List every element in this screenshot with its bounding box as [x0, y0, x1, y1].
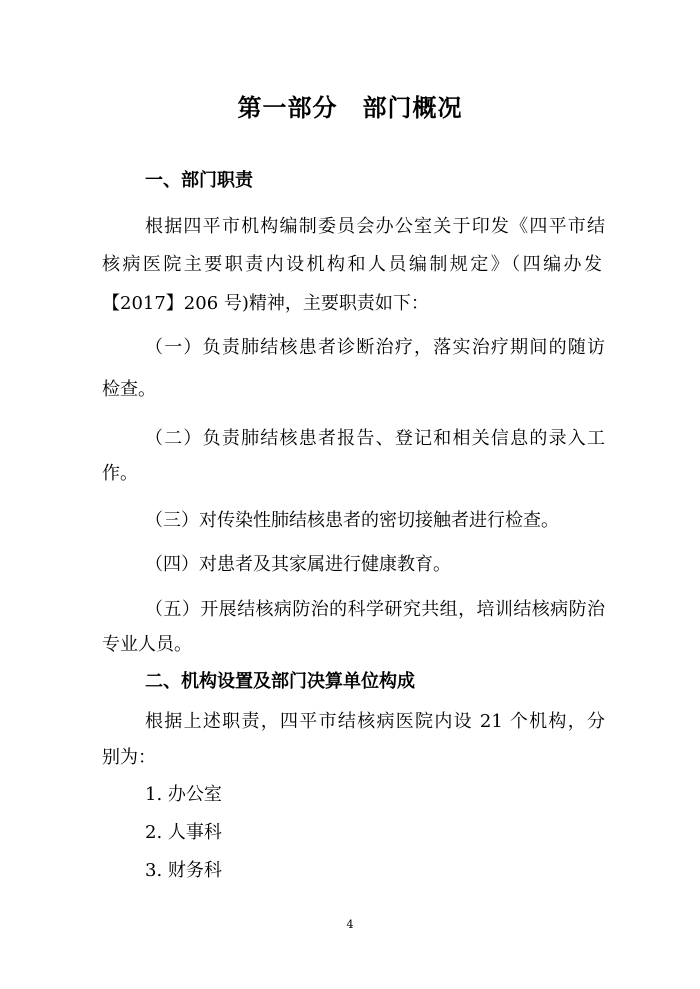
list-item: 1. 办公室 [145, 784, 222, 805]
section-2-heading: 二、机构设置及部门决算单位构成 [145, 671, 415, 692]
section-2-intro-line-1: 根据上述职责，四平市结核病医院内设 21 个机构，分 [145, 711, 605, 732]
page-title: 第一部分 部门概况 [237, 94, 463, 122]
duty-item-5-line-1: （五）开展结核病防治的科学研究共组，培训结核病防治 [145, 599, 605, 620]
duty-item-1-line-2: 检查。 [102, 379, 156, 400]
duty-item-4: （四）对患者及其家属进行健康教育。 [145, 554, 451, 575]
duty-item-2-line-1: （二）负责肺结核患者报告、登记和相关信息的录入工 [145, 428, 605, 449]
section-1-intro-line-3: 【2017】206 号)精神，主要职责如下： [102, 293, 429, 314]
section-2-intro-line-2: 别为： [102, 747, 156, 768]
duty-item-2-line-2: 作。 [102, 463, 138, 484]
list-item: 3. 财务科 [145, 860, 222, 881]
section-1-intro-line-2: 核病医院主要职责内设机构和人员编制规定》（四编办发 [102, 254, 602, 275]
section-1-intro-line-1: 根据四平市机构编制委员会办公室关于印发《四平市结 [145, 216, 605, 237]
duty-item-5-line-2: 专业人员。 [102, 634, 192, 655]
list-item: 2. 人事科 [145, 822, 222, 843]
duty-item-1-line-1: （一）负责肺结核患者诊断治疗，落实治疗期间的随访 [145, 337, 605, 358]
section-1-heading: 一、部门职责 [145, 170, 253, 191]
duty-item-3: （三）对传染性肺结核患者的密切接触者进行检查。 [145, 510, 559, 531]
page-number: 4 [346, 918, 354, 931]
